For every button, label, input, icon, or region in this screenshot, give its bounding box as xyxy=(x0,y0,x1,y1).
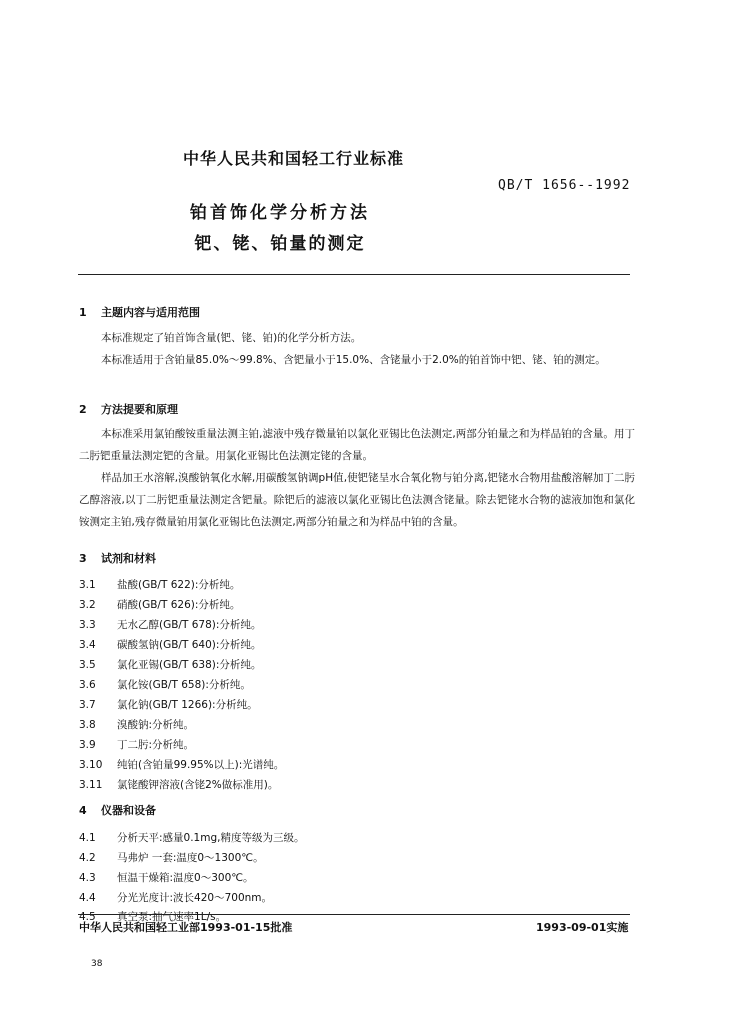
paragraph: 本标准采用氯铂酸铵重量法测主铂,滤液中残存微量铂以氯化亚锡比色法测定,两部分铂量之和为样品铂的含量。用丁二肟钯重量法测定钯的含量。用氯化亚锡比色法测定铑的含量。 xyxy=(79,428,635,462)
list-item: 3.1 盐酸(GB/T 622):分析纯。 xyxy=(79,579,241,591)
section-number: 3 xyxy=(79,552,87,565)
section-number: 2 xyxy=(79,403,87,416)
document-subtitle: 钯、铑、铂量的测定 xyxy=(194,234,366,254)
section-title: 主题内容与适用范围 xyxy=(101,306,200,319)
paragraph: 样品加王水溶解,溴酸钠氧化水解,用碳酸氢钠调pH值,使钯铑呈水合氧化物与铂分离,钯铑水合物用盐酸溶解加丁二肟乙醇溶液,以丁二肟钯重量法测定含钯量。除钯后的滤液以氯化亚锡比色法测含铑量。除去钯铑水合物的滤液加饱和氯化铵测定主铂,残存微量铂用氯化亚锡比色法测定,两部分铂量之和为样品中铂的含量。 xyxy=(79,472,635,528)
list-item: 3.6 氯化铵(GB/T 658):分析纯。 xyxy=(79,679,251,691)
list-item: 3.11 氯铑酸钾溶液(含铑2%做标准用)。 xyxy=(79,779,279,791)
section-title: 仪器和设备 xyxy=(101,804,156,817)
list-item: 3.10 纯铂(含铂量99.95%以上):光谱纯。 xyxy=(79,759,285,771)
approval-statement: 中华人民共和国轻工业部1993-01-15批准 xyxy=(79,921,293,934)
page-number: 38 xyxy=(91,959,103,969)
issuing-body: 中华人民共和国轻工行业标准 xyxy=(183,149,405,168)
document-title: 铂首饰化学分析方法 xyxy=(190,203,370,223)
section-4-heading xyxy=(79,802,156,818)
list-item: 4.4 分光光度计:波长420～700nm。 xyxy=(79,892,273,904)
section-2-heading xyxy=(79,401,178,417)
list-item: 4.1 分析天平:感量0.1mg,精度等级为三级。 xyxy=(79,832,305,844)
list-item: 3.2 硝酸(GB/T 626):分析纯。 xyxy=(79,599,241,611)
list-item: 3.4 碳酸氢钠(GB/T 640):分析纯。 xyxy=(79,639,262,651)
section-number: 4 xyxy=(79,804,87,817)
section-title: 试剂和材料 xyxy=(101,552,156,565)
header-rule xyxy=(78,274,630,275)
list-item: 3.9 丁二肟:分析纯。 xyxy=(79,739,195,751)
list-item: 3.8 溴酸钠:分析纯。 xyxy=(79,719,195,731)
footer-rule xyxy=(78,914,630,915)
list-item: 4.5 真空泵:抽气速率1L/s。 xyxy=(79,911,227,923)
paragraph: 本标准规定了铂首饰含量(钯、铑、铂)的化学分析方法。 xyxy=(101,332,362,344)
list-item: 4.3 恒温干燥箱:温度0～300℃。 xyxy=(79,872,254,884)
standard-code: QB/T 1656--1992 xyxy=(498,178,631,193)
section-number: 1 xyxy=(79,306,87,319)
list-item: 3.7 氯化钠(GB/T 1266):分析纯。 xyxy=(79,699,258,711)
implementation-date: 1993-09-01实施 xyxy=(536,921,629,934)
section-title: 方法提要和原理 xyxy=(101,403,178,416)
section-3-heading xyxy=(79,550,156,566)
section-1-heading xyxy=(79,304,200,320)
list-item: 4.2 马弗炉 一套:温度0～1300℃。 xyxy=(79,852,264,864)
list-item: 3.3 无水乙醇(GB/T 678):分析纯。 xyxy=(79,619,262,631)
list-item: 3.5 氯化亚锡(GB/T 638):分析纯。 xyxy=(79,659,262,671)
paragraph: 本标准适用于含铂量85.0%～99.8%、含钯量小于15.0%、含铑量小于2.0%的铂首饰中钯、铑、铂的测定。 xyxy=(101,354,606,366)
